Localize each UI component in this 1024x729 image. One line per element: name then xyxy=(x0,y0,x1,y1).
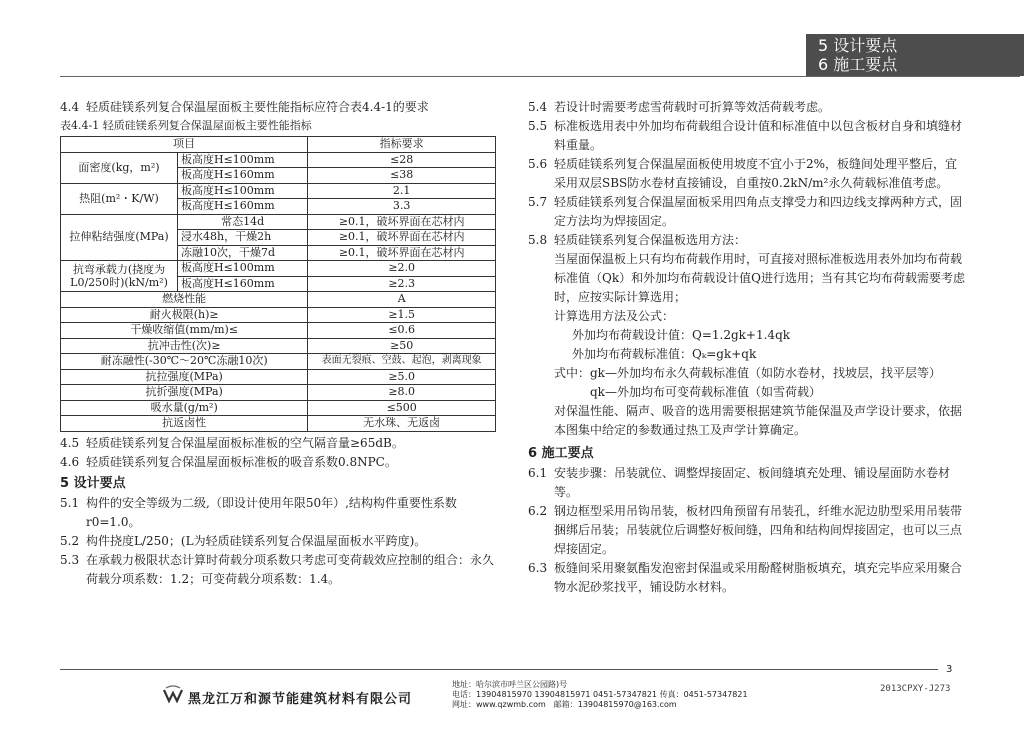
table-row: 抗折强度(MPa) ≥8.0 xyxy=(61,385,496,401)
clause-6-1: 6.1 安装步骤：吊装就位、调整焊接固定、板间缝填充处理、铺设屋面防水卷材等。 xyxy=(528,466,951,499)
performance-table xyxy=(60,136,496,432)
formula-note-qk: qk—外加均布可变荷载标准值（如雪荷载） xyxy=(590,385,821,399)
clause-5-6: 5.6 轻质硅镁系列复合保温屋面板使用坡度不宜小于2%，板缝间处理平整后，宜采用双层SBS防水卷材直接铺设，自重按0.2kN/m²永久荷载标准值考虑。 xyxy=(528,157,958,190)
table-row: 耐火极限(h)≥ ≥1.5 xyxy=(61,307,496,323)
clause-5-8-body: 当屋面保温板上只有均布荷载作用时，可直接对照标准板选用表外加均布荷载标准值（Qk）和外加均布荷载设计值Q进行选用；当有其它均布荷载需要考虑时，应按实际计算选用； xyxy=(554,252,965,304)
right-column xyxy=(528,98,968,597)
clause-5-8: 5.8 轻质硅镁系列复合保温板选用方法： xyxy=(528,233,747,247)
table-row: 抗冲击性(次)≥ ≥50 xyxy=(61,338,496,354)
table-row: 板高度H≤160mm ≥2.3 xyxy=(61,276,496,292)
address: 地址：哈尔滨市呼兰区公园路)号 xyxy=(452,680,568,689)
formula-intro: 计算选用方法及公式： xyxy=(554,309,675,323)
atlas-code: 2013CPXY-J273 xyxy=(880,684,951,694)
section-5-heading: 5 设计要点 xyxy=(60,475,126,491)
clause-4-5: 4.5 轻质硅镁系列复合保温屋面板标准板的空气隔音量≥65dB。 xyxy=(60,435,404,450)
table-row: 面密度(kg，m²) 板高度H≤100mm ≤28 xyxy=(61,152,496,168)
formula-note-gk: 式中：gk—外加均布永久荷载标准值（如防水卷材，找坡层，找平层等） xyxy=(554,366,941,380)
clause-5-7: 5.7 轻质硅镁系列复合保温屋面板采用四角点支撑受力和四边线支撑两种方式，固定方法均为焊接固定。 xyxy=(528,195,963,228)
table-row: 板高度H≤160mm 3.3 xyxy=(61,199,496,215)
section-6-heading: 6 施工要点 xyxy=(528,446,594,461)
section-header-box xyxy=(806,34,1024,76)
company-logo-icon xyxy=(162,684,184,706)
formula-design: 外加均布荷载设计值：Q=1.2gk+1.4qk xyxy=(572,328,791,342)
clause-5-2: 5.2 构件挠度L/250；(L为轻质硅镁系列复合保温屋面板水平跨度)。 xyxy=(60,533,427,548)
table-row: 热阻(m²・K/W) 板高度H≤100mm 2.1 xyxy=(61,183,496,199)
company-name: 黑龙江万和源节能建筑材料有限公司 xyxy=(188,692,413,707)
table-caption: 表4.4-1 轻质硅镁系列复合保温屋面板主要性能指标 xyxy=(60,119,312,132)
clause-5-1: 5.1 构件的安全等级为二级,（即设计使用年限50年）,结构构件重要性系数r0=1.0。 xyxy=(60,495,457,529)
table-row: 耐冻融性(-30℃～20℃冻融10次) 表面无裂痕、空鼓、起泡，剥离现象 xyxy=(61,354,496,370)
contact-info xyxy=(452,680,748,710)
formula-standard: 外加均布荷载标准值：Qₖ=gk+qk xyxy=(572,347,757,361)
clause-5-3: 5.3 在承载力极限状态计算时荷载分项系数只考虑可变荷载效应控制的组合：永久荷载分项系数：1.2；可变荷载分项系数：1.4。 xyxy=(60,552,495,586)
header-line-1: 5 设计要点 xyxy=(818,36,898,55)
table-row: 抗弯承载力(挠度为 L0/250时)(kN/m²) 板高度H≤100mm ≥2.0 xyxy=(61,261,496,277)
clause-5-8-note: 对保温性能、隔声、吸音的选用需要根据建筑节能保温及声学设计要求，依据本图集中给定的参数通过热工及声学计算确定。 xyxy=(554,404,963,437)
table-row: 吸水量(g/m²) ≤500 xyxy=(61,400,496,416)
phone: 电话：13904815970 13904815971 0451-57347821 传真：0451-57347821 xyxy=(452,690,748,699)
table-row: 抗拉强度(MPa) ≥5.0 xyxy=(61,369,496,385)
footer-rule xyxy=(60,669,938,670)
header-line-2: 6 施工要点 xyxy=(818,55,898,74)
table-row: 浸水48h，干燥2h ≥0.1，破坏界面在芯材内 xyxy=(61,230,496,246)
table-row: 拉伸粘结强度(MPa) 常态14d ≥0.1，破坏界面在芯材内 xyxy=(61,214,496,230)
page-number: 3 xyxy=(946,664,953,675)
header-rule xyxy=(60,76,1020,77)
table-header-row: 项目 指标要求 xyxy=(61,137,496,153)
clause-5-4: 5.4 若设计时需要考虑雪荷载时可折算等效活荷载考虑。 xyxy=(528,100,831,114)
table-row: 抗返卤性 无水珠、无返卤 xyxy=(61,416,496,432)
clause-4-6: 4.6 轻质硅镁系列复合保温屋面板标准板的吸音系数0.8NPC。 xyxy=(60,454,397,469)
clause-5-5: 5.5 标准板选用表中外加均布荷载组合设计值和标准值中以包含板材自身和填缝材料重量。 xyxy=(528,119,963,152)
table-row: 干燥收缩值(mm/m)≤ ≤0.6 xyxy=(61,323,496,339)
table-row: 冻融10次，干燥7d ≥0.1，破坏界面在芯材内 xyxy=(61,245,496,261)
clause-4-4: 4.4 轻质硅镁系列复合保温屋面板主要性能指标应符合表4.4-1的要求 xyxy=(60,100,429,114)
table-row: 燃烧性能 A xyxy=(61,292,496,308)
table-row: 板高度H≤160mm ≤38 xyxy=(61,168,496,184)
clause-6-2: 6.2 钢边框型采用吊钩吊装，板材四角预留有吊装孔，纤维水泥边肋型采用吊装带捆绑后吊装；吊装就位后调整好板间缝，四角和结构间焊接固定，也可以三点焊接固定。 xyxy=(528,504,963,556)
website: 网址：www.qzwmb.com 邮箱：13904815970@163.com xyxy=(452,700,677,709)
left-column xyxy=(60,98,496,589)
clause-6-3: 6.3 板缝间采用聚氨酯发泡密封保温或采用酚醛树脂板填充，填充完毕应采用聚合物水泥砂浆找平，铺设防水材料。 xyxy=(528,561,963,594)
